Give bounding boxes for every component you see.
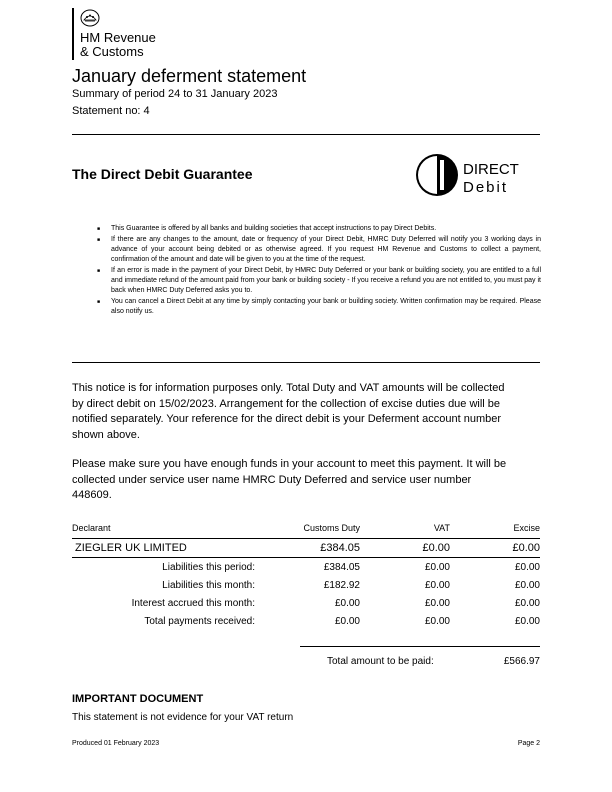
row-label: Liabilities this period:	[162, 561, 255, 573]
row-customs-duty: £0.00	[334, 615, 360, 627]
notice-line: by direct debit on 15/02/2023. Arrangement for the collection of excise duties due will be	[72, 397, 501, 410]
company-row	[72, 539, 540, 558]
row-label: Interest accrued this month:	[131, 597, 255, 609]
notice-line: 448609.	[72, 489, 112, 502]
notice-paragraph-1	[72, 381, 540, 443]
header-rule	[72, 134, 540, 135]
row-customs-duty: £182.92	[323, 579, 360, 591]
row-excise: £0.00	[514, 597, 540, 609]
table-row	[72, 558, 540, 577]
total-value: £566.97	[503, 656, 540, 667]
row-vat: £0.00	[424, 615, 450, 627]
column-header-excise: Excise	[450, 518, 540, 539]
notice-line: Please make sure you have enough funds in your account to meet this payment. It will be	[72, 458, 507, 470]
row-excise: £0.00	[514, 561, 540, 573]
table-row	[72, 612, 540, 630]
row-customs-duty: £0.00	[334, 597, 360, 609]
important-text: This statement is not evidence for your VAT return	[72, 712, 294, 723]
dd-logo-text-line1: DIRECT	[463, 161, 519, 178]
row-excise: £0.00	[514, 615, 540, 627]
column-header-declarant: Declarant	[72, 518, 255, 539]
notice-line: notified separately. Your reference for the direct debit is your Deferment account number	[72, 413, 502, 426]
guarantee-bullet: ■ If there are any changes to the amount, date or frequency of your Direct Debit, HMRC Duty Deferred will notify you 3 working days in advance of your account being debited or as otherwise agreed. If you request HM Revenue and Customs to collect a payment, confirmation of the amount and date will be given to you at the time of the request.	[97, 235, 541, 265]
liabilities-table	[72, 518, 540, 630]
total-label: Total amount to be paid:	[327, 656, 434, 667]
row-excise: £0.00	[514, 579, 540, 591]
page-title: January deferment statement	[72, 66, 307, 86]
org-name-line1: HM Revenue	[80, 30, 156, 45]
guarantee-bullets	[97, 224, 541, 318]
guarantee-bullet: ■ This Guarantee is offered by all banks and building societies that accept instructions to pay Direct Debits.	[97, 224, 541, 234]
notice-line: This notice is for information purposes only. Total Duty and VAT amounts will be collected	[72, 382, 505, 394]
row-vat: £0.00	[424, 579, 450, 591]
table-row	[72, 576, 540, 594]
dd-logo-text-line2: Debit	[463, 179, 509, 196]
period-summary: Summary of period 24 to 31 January 2023	[72, 88, 278, 100]
row-label: Total payments received:	[144, 615, 255, 627]
org-name-line2: & Customs	[80, 44, 144, 59]
logo-divider	[72, 8, 74, 60]
guarantee-title: The Direct Debit Guarantee	[72, 166, 253, 182]
table-row	[72, 594, 540, 612]
notice-paragraph-2	[72, 457, 540, 504]
direct-debit-logo-icon	[413, 152, 539, 198]
hmrc-crest-icon	[80, 8, 100, 28]
column-header-customs-duty: Customs Duty	[255, 518, 360, 539]
notice-line: shown above.	[72, 428, 140, 441]
notice-line: collected under service user name HMRC Duty Deferred and service user number	[72, 473, 472, 486]
table-header-row	[72, 518, 540, 539]
row-label: Liabilities this month:	[162, 579, 255, 591]
company-vat: £0.00	[360, 539, 450, 558]
row-vat: £0.00	[424, 597, 450, 609]
row-customs-duty: £384.05	[323, 561, 360, 573]
guarantee-rule	[72, 362, 540, 363]
statement-number: Statement no: 4	[72, 105, 150, 117]
company-excise: £0.00	[450, 539, 540, 558]
guarantee-bullet: ■ You can cancel a Direct Debit at any time by simply contacting your bank or building society. Written confirmation may be required. Please also notify us.	[97, 297, 541, 317]
row-vat: £0.00	[424, 561, 450, 573]
company-name: ZIEGLER UK LIMITED	[72, 539, 255, 558]
produced-date: Produced 01 February 2023	[72, 740, 160, 747]
guarantee-bullet: ■ If an error is made in the payment of your Direct Debit, by HMRC Duty Deferred or your bank or building society, you are entitled to a full and immediate refund of the amount paid from your bank or building society - If you receive a refund you are not entitled to, you must pay it back when HMRC Duty Deferred asks you to.	[97, 266, 541, 296]
page-number: Page 2	[517, 740, 540, 747]
total-rule	[300, 646, 540, 647]
company-customs-duty: £384.05	[255, 539, 360, 558]
column-header-vat: VAT	[360, 518, 450, 539]
important-title: IMPORTANT DOCUMENT	[72, 693, 204, 705]
